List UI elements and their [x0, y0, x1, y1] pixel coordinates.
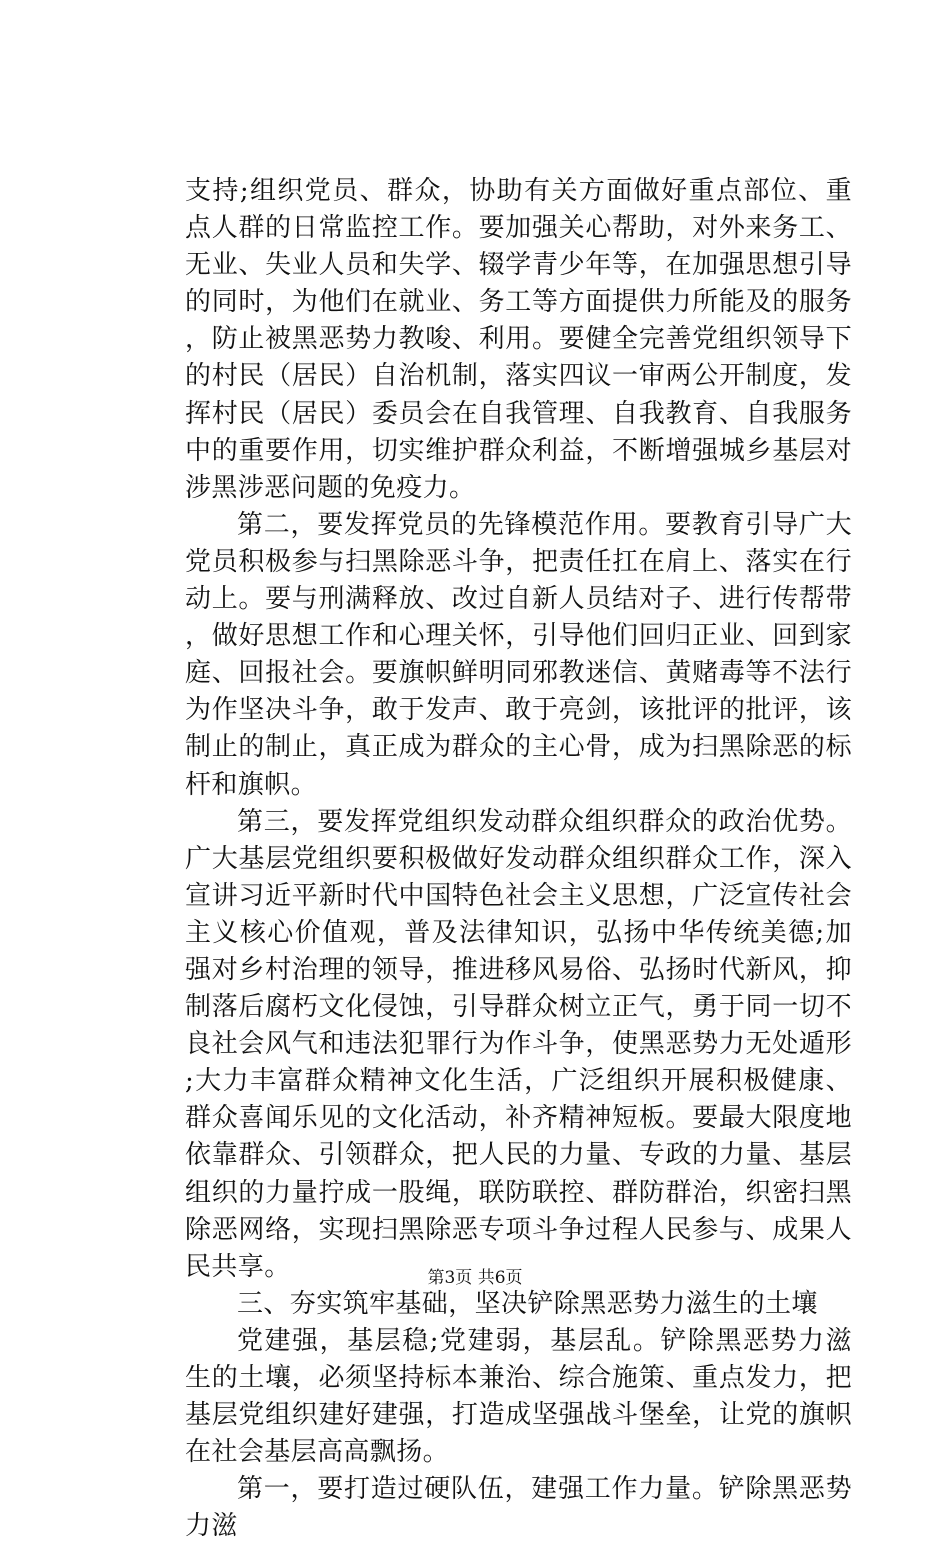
document-body [185, 173, 852, 1545]
paragraph-first-point: 第一，要打造过硬队伍，建强工作力量。铲除黑恶势力滋 [185, 1474, 852, 1542]
section-heading: 三、夯实筑牢基础，坚决铲除黑恶势力滋生的土壤 [237, 1288, 818, 1319]
paragraph-third-point: 第三，要发挥党组织发动群众组织群众的政治优势。广大基层党组织要积极做好发动群众组织群众工作，深入宣讲习近平新时代中国特色社会主义思想，广泛宣传社会主义核心价值观，普及法律知识，弘扬中华传统美德;加强对乡村治理的领导，推进移风易俗、弘扬时代新风，抑制落后腐朽文化侵蚀，引导群众树立正气，勇于同一切不良社会风气和违法犯罪行为作斗争，使黑恶势力无处遁形;大力丰富群众精神文化生活，广泛组织开展积极健康、群众喜闻乐见的文化活动，补齐精神短板。要最大限度地依靠群众、引领群众，把人民的力量、专政的力量、基层组织的力量拧成一股绳，联防联控、群防群治，织密扫黑除恶网络，实现扫黑除恶专项斗争过程人民参与、成果人民共享。 [185, 806, 852, 1282]
paragraph-second-point: 第二，要发挥党员的先锋模范作用。要教育引导广大党员积极参与扫黑除恶斗争，把责任扛在肩上、落实在行动上。要与刑满释放、改过自新人员结对子、进行传帮带，做好思想工作和心理关怀，引导他们回归正业、回到家庭、回报社会。要旗帜鲜明同邪教迷信、黄赌毒等不法行为作坚决斗争，敢于发声、敢于亮剑，该批评的批评，该制止的制止，真正成为群众的主心骨，成为扫黑除恶的标杆和旗帜。 [185, 509, 852, 800]
page-number-footer: 第3页 共6页 [427, 1268, 523, 1288]
paragraph-section-intro: 党建强，基层稳;党建弱，基层乱。铲除黑恶势力滋生的土壤，必须坚持标本兼治、综合施策、重点发力，把基层党组织建好建强，打造成坚强战斗堡垒，让党的旗帜在社会基层高高飘扬。 [185, 1325, 852, 1468]
paragraph-continuation: 支持;组织党员、群众，协助有关方面做好重点部位、重点人群的日常监控工作。要加强关心帮助，对外来务工、无业、失业人员和失学、辍学青少年等，在加强思想引导的同时，为他们在就业、务工等方面提供力所能及的服务，防止被黑恶势力教唆、利用。要健全完善党组织领导下的村民（居民）自治机制，落实四议一审两公开制度，发挥村民（居民）委员会在自我管理、自我教育、自我服务中的重要作用，切实维护群众利益，不断增强城乡基层对涉黑涉恶问题的免疫力。 [185, 176, 852, 503]
